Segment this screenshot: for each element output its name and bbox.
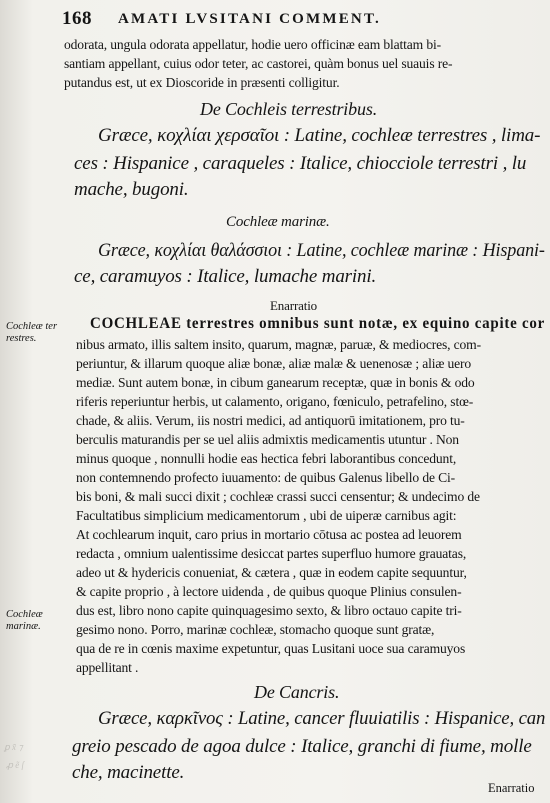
enarratio-heading: Enarratio: [270, 298, 318, 313]
text-line: berculis maturandis per se uel aliis admixtis medicamentis utuntur . Non: [76, 432, 459, 447]
text-line: bis boni, & mali succi dixit ; cochleæ crassi succi censentur; & undecimo de: [76, 489, 480, 504]
text-line: mediæ. Sunt autem bonæ, in cibum ganearum receptæ, quæ in bonis & odo: [76, 375, 475, 390]
text-line: odorata, ungula odorata appellatur, hodie uero officinæ eam blattam bi-: [64, 37, 441, 52]
names-line: mache, bugoni.: [74, 179, 189, 200]
section-heading: De Cochleis terrestribus.: [200, 99, 378, 119]
text-line: dus est, libro nono capite quinquagesimo sexto, & libro octauo capite tri-: [76, 603, 462, 618]
names-line: Græce, καρκῖνος : Latine, cancer fluuiatilis : Hispanice, can: [98, 708, 546, 729]
names-line: Græce, κοχλίαι χερσαῖοι : Latine, cochleæ terrestres , lima-: [98, 125, 541, 146]
text-line: non contemnendo profecto iuuamento: de quibus Galenus libello de Ci-: [76, 470, 456, 485]
text-line: nibus armato, illis saltem insito, quarum, magnæ, paruæ, & mediocres, com-: [76, 337, 481, 352]
text-line: redacta , omnium ualentissime desiccat partes superfluo humore grauatas,: [76, 546, 467, 561]
text-line: putandus est, ut ex Dioscoride in præsenti colligitur.: [64, 75, 340, 90]
names-line: ces : Hispanice , caraqueles : Italice, chiocciole terrestri , lu: [74, 153, 527, 174]
subsection-heading: Cochleæ marinæ.: [226, 214, 330, 230]
section-heading: De Cancris.: [254, 682, 340, 702]
margin-note-line: marinæ.: [6, 621, 41, 632]
text-line: periuntur, & illarum quoque aliæ bonæ, aliæ malæ & uenenosæ ; aliæ uero: [76, 356, 472, 371]
text-line: gesimo nono. Porro, marinæ cochleæ, stomacho quoque sunt gratæ,: [76, 622, 435, 637]
text-line: Facultatibus simplicium medicamentorum , ubi de uiperæ carnibus agit:: [76, 508, 457, 523]
catchword: Enarratio: [488, 781, 535, 795]
margin-note-line: Cochleæ: [6, 609, 43, 620]
running-title: AMATI LVSITANI COMMENT.: [118, 11, 381, 27]
text-line: minus quoque , nonnulli hodie eas hectica febri laborantibus concedunt,: [76, 451, 457, 466]
page-header: [62, 8, 542, 30]
text-line: appellitant .: [76, 660, 139, 675]
text-line: qua de re in cœnis maxime expetuntur, quas Lusitani uoce sua caramuyos: [76, 641, 466, 656]
names-line: che, macinette.: [72, 762, 185, 783]
names-line: ce, caramuyos : Italice, lumache marini.: [74, 266, 377, 287]
names-line: Græce, κοχλίαι θαλάσσιοι : Latine, cochleæ marinæ : Hispani-: [98, 240, 545, 261]
text-line: chade, & aliis. Verum, iis nostri medici, ad antiquorū imitationem, pro tu-: [76, 413, 465, 428]
text-line: riferis reperiuntur herbis, ut calamento, origano, fœniculo, petrafelino, stœ-: [76, 394, 474, 409]
text-line-initial: COCHLEAE terrestres omnibus sunt notæ, ex equino capite cor: [90, 315, 546, 332]
text-line: At cochlearum inquit, caro prius in mortario cōtusa ac postea ad leuorem: [76, 527, 462, 542]
margin-note-line: restres.: [6, 333, 37, 344]
margin-note-line: Cochleæ ter: [6, 321, 58, 332]
page-number: 168: [62, 8, 92, 29]
text-line: adeo ut & hydericis conueniat, & cætera , quæ in eodem capite sequuntur,: [76, 565, 467, 580]
show-through-mark: ꝑ x̃ ⁊: [4, 742, 23, 752]
text-line: & capite proprio , à lectore uidenda , de quibus quoque Plinius consulen-: [76, 584, 462, 599]
margin-note: [6, 321, 57, 345]
show-through-mark: ꝓ ẽ ſ: [6, 760, 24, 770]
text-line: santiam appellant, cuius odor teter, ac castorei, quàm bonus uel suauis re-: [64, 56, 453, 71]
names-line: greio pescado de agoa dulce : Italice, granchi di fiume, molle: [72, 736, 532, 757]
margin-note: [6, 609, 43, 633]
